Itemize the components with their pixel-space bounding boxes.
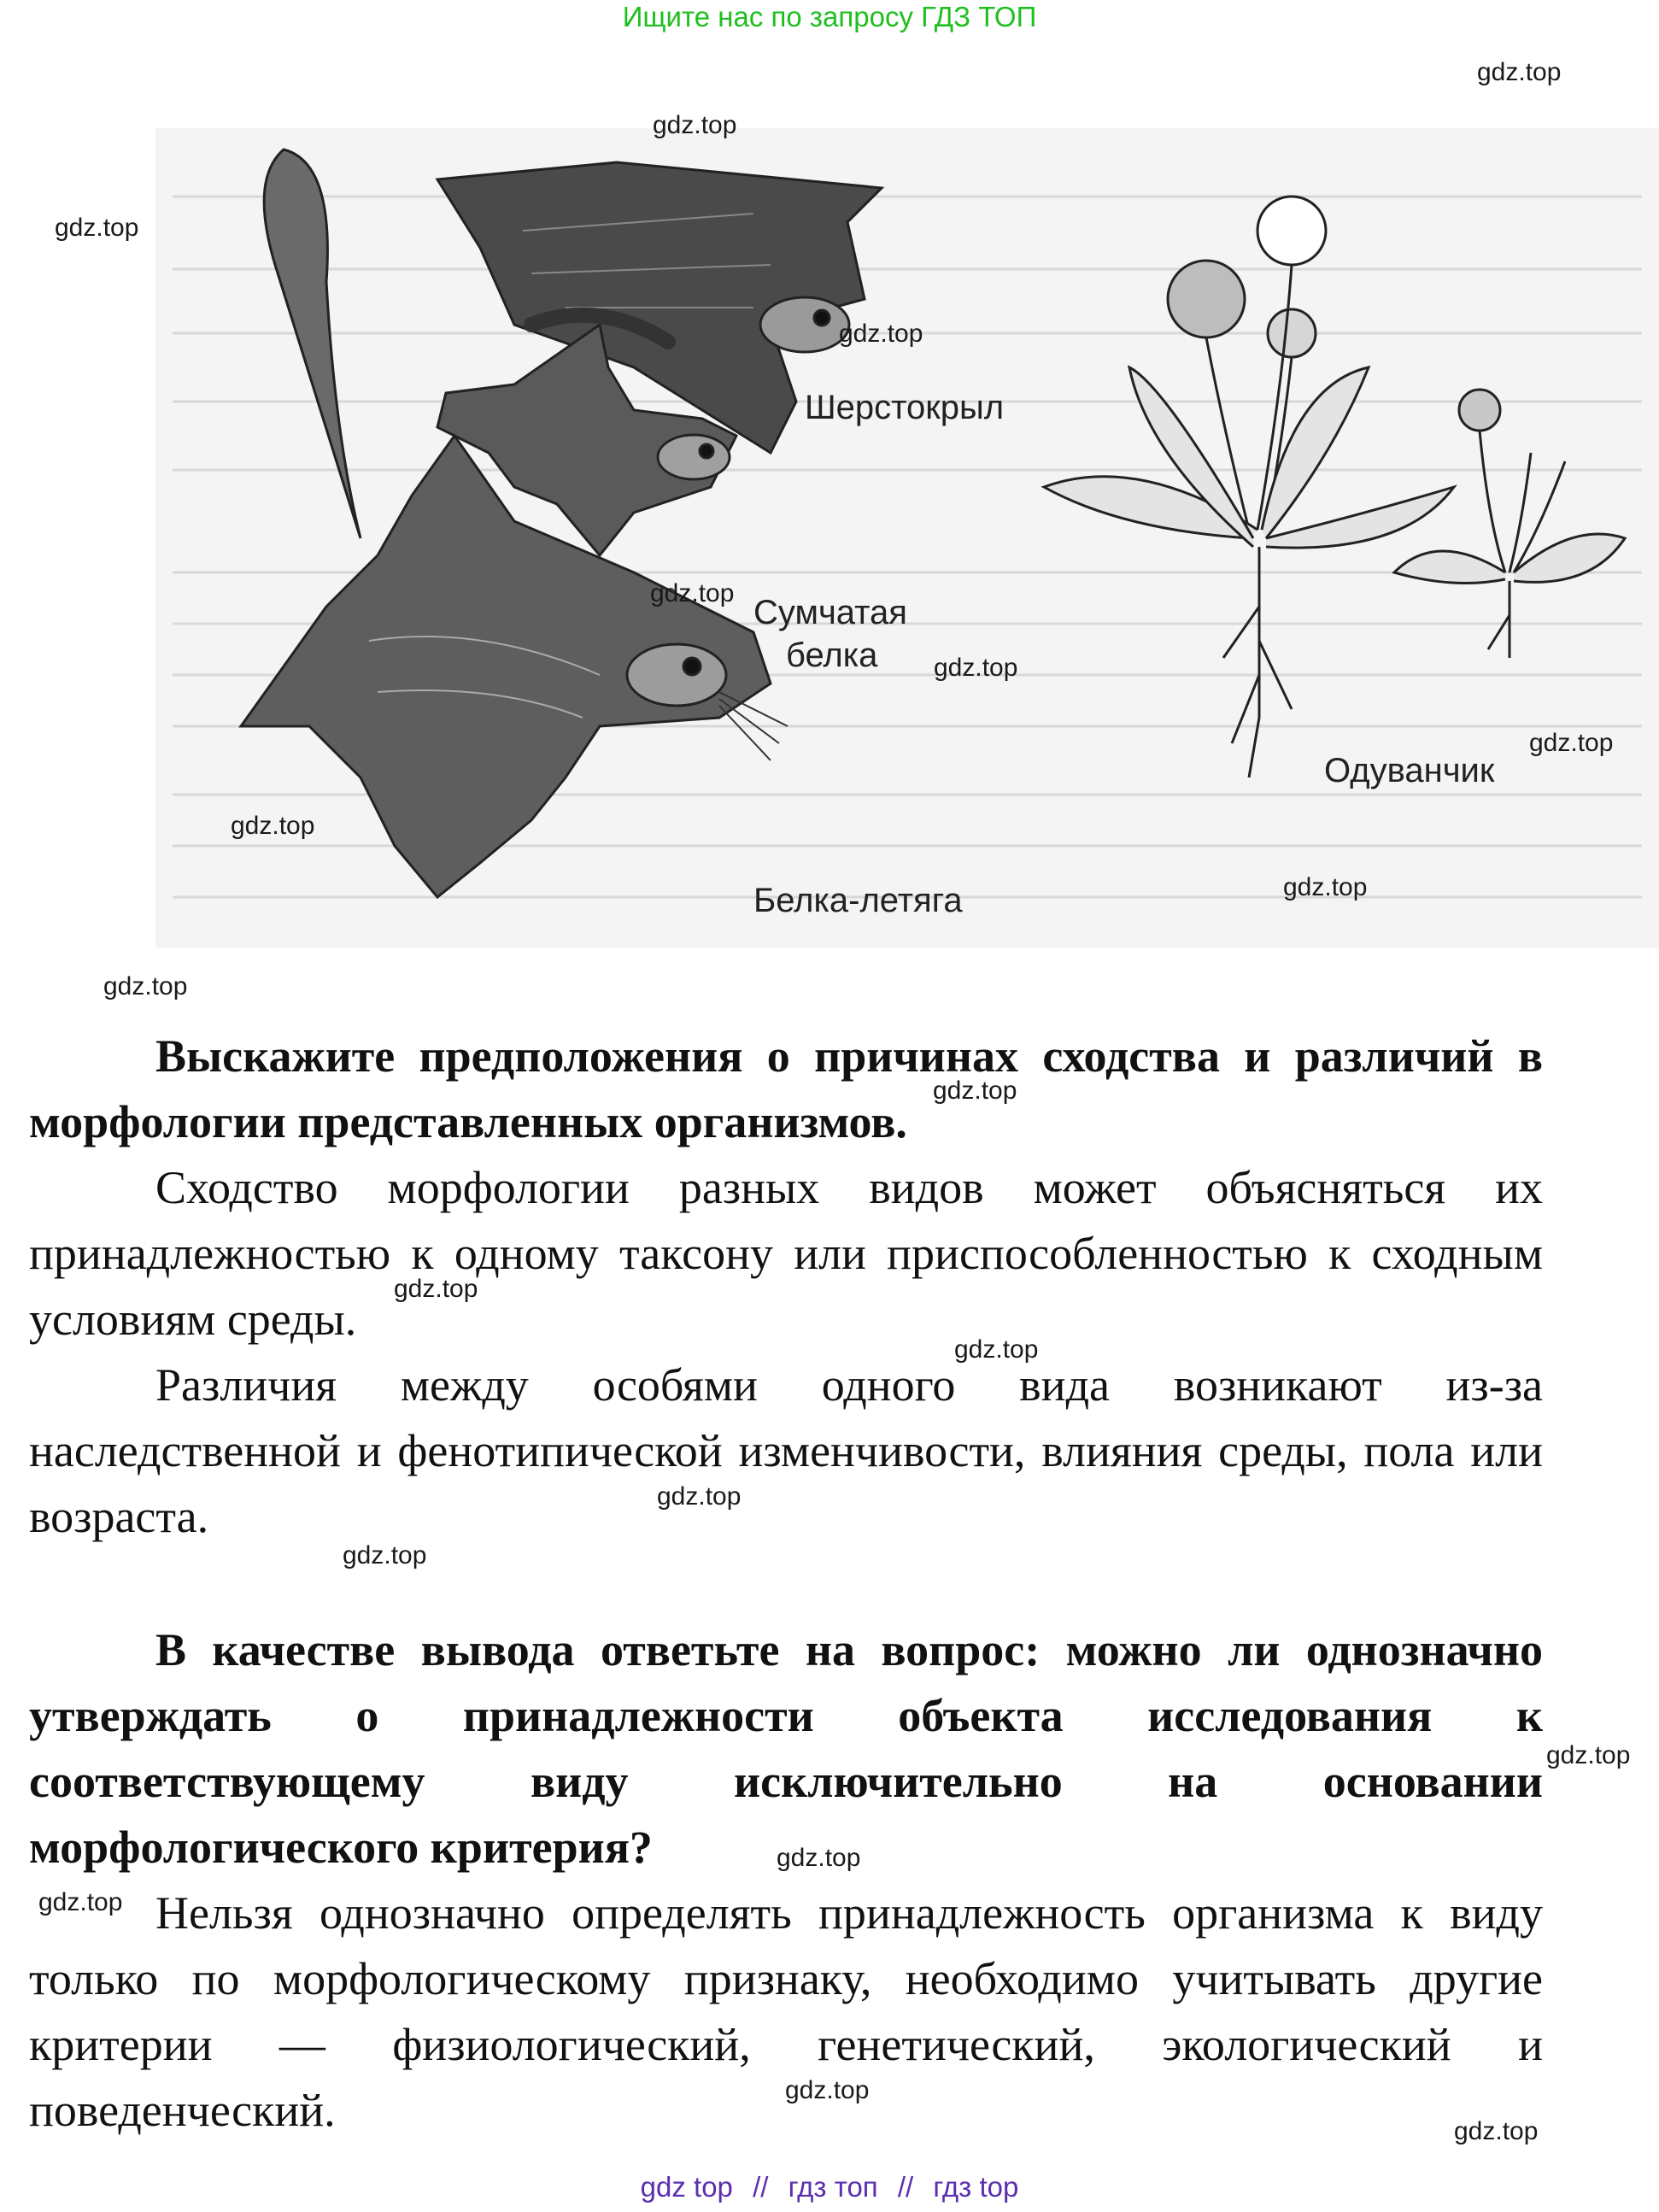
top-banner: Ищите нас по запросу ГДЗ ТОП [622, 1, 1037, 32]
footer-links [0, 2170, 1659, 2204]
watermark: gdz.top [839, 320, 923, 348]
watermark: gdz.top [343, 1541, 427, 1570]
watermark: gdz.top [1477, 58, 1562, 86]
answer-1-paragraph-1: Сходство морфологии разных видов может объясняться их принадлежностью к одному таксону или приспособленностью к сходным условиям среды. [29, 1162, 1543, 1345]
answer-1-paragraph-2: Различия между особями одного вида возникают из-за наследственной и фенотипической изменчивости, влияния среды, пола или возраста. [29, 1359, 1543, 1542]
watermark: gdz.top [1283, 873, 1368, 901]
watermark: gdz.top [785, 2076, 870, 2104]
footer-link-gdz-top-cyrillic[interactable]: гдз топ [788, 2171, 878, 2203]
answer-2-text: Нельзя однозначно определять принадлежность организма к виду только по морфологическому признаку, необходимо учитывать другие критерии — физиологический, генетический, экологический и поведенческий. [29, 1887, 1543, 2136]
watermark: gdz.top [777, 1844, 861, 1872]
illustration [155, 128, 1659, 948]
question-2 [29, 1617, 1543, 1880]
watermark: gdz.top [55, 214, 139, 242]
question-2-text: В качестве вывода ответьте на вопрос: можно ли однозначно утверждать о принадлежности объекта исследования к соответствующему виду исключительно на основании морфологического критерия? [29, 1624, 1543, 1873]
watermark: gdz.top [650, 579, 735, 607]
footer-link-gdz-top-mixed[interactable]: гдз top [933, 2171, 1019, 2203]
answer-2 [29, 1880, 1543, 2144]
label-sherstokryl: Шерстокрыл [805, 389, 1005, 426]
watermark: gdz.top [653, 111, 737, 139]
label-belka-letyaga: Белка-летяга [753, 882, 963, 919]
illustration-drawing [155, 128, 1659, 948]
watermark: gdz.top [103, 972, 188, 1000]
watermark: gdz.top [1546, 1741, 1631, 1769]
footer-separator: // [753, 2171, 769, 2203]
watermark: gdz.top [1454, 2117, 1539, 2145]
watermark: gdz.top [1529, 729, 1614, 757]
label-belka: белка [786, 637, 878, 674]
watermark: gdz.top [231, 812, 315, 840]
question-1 [29, 1024, 1543, 1155]
answer-1 [29, 1155, 1543, 1550]
watermark: gdz.top [394, 1275, 478, 1303]
watermark: gdz.top [38, 1888, 123, 1916]
watermark: gdz.top [933, 1077, 1017, 1105]
label-sumchataya: Сумчатая [753, 594, 907, 631]
question-1-text: Выскажите предположения о причинах сходства и различий в морфологии представленных организмов. [29, 1030, 1543, 1147]
watermark: gdz.top [657, 1482, 742, 1511]
watermark: gdz.top [934, 654, 1018, 682]
label-oduvanchik: Одуванчик [1324, 752, 1495, 789]
watermark: gdz.top [954, 1335, 1039, 1364]
footer-separator: // [897, 2171, 914, 2203]
footer-link-gdz-top[interactable]: gdz top [640, 2171, 733, 2203]
